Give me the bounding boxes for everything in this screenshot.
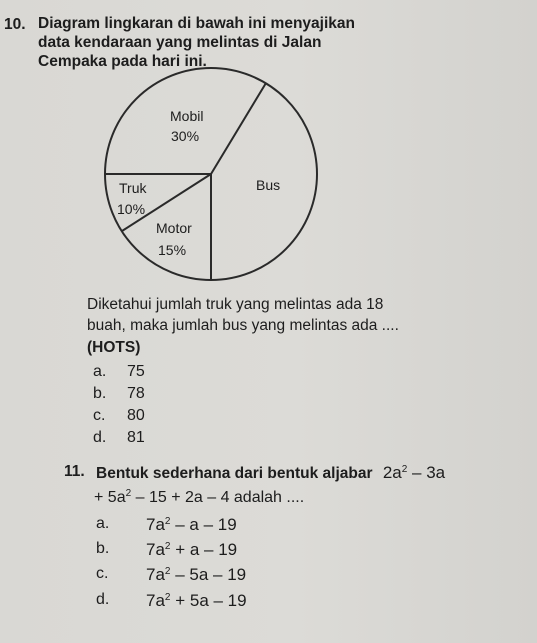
slice-label-bus: Bus [256,177,281,193]
slice-label-motor: Motor [156,220,192,236]
q11-option-letter: a. [96,515,110,532]
q10-option-letter: b. [93,385,107,402]
q10-option-letter: a. [93,363,107,380]
slice-value-truk: 10% [117,201,146,217]
q11-option-text: $7a^2$ – a – 19 [146,515,237,534]
q10-option-letter: c. [93,407,106,424]
q11-option-letter: b. [96,540,110,557]
q11-expr-exponent: 2 [401,464,408,475]
q10-question-line-1: Diketahui jumlah truk yang melintas ada 18 [87,296,384,313]
q11-expr-term: 2a [382,463,402,482]
q10-hots-tag: (HOTS) [87,339,141,356]
q10-option-text: 81 [127,429,145,446]
q11-expr-term: – 3a [407,463,446,482]
q10-stem-line-1: Diagram lingkaran di bawah ini menyajikan [38,15,355,32]
q10-option-letter: d. [93,429,107,446]
q10-option-text: 80 [127,407,145,424]
q10-option-text: 75 [127,363,145,380]
q11-option-text: $7a^2 - 5a - 19$ [146,565,247,584]
q11-number: 11. [64,463,85,480]
q11-option-text: $7a^2 + 5a - 19$ [146,591,247,610]
q11-option-text: $7a^2 + a - 19$ [146,540,238,559]
q10-question-line-2: buah, maka jumlah bus yang melintas ada .... [87,317,399,334]
slice-label-truk: Truk [119,180,147,196]
q10-option-text: 78 [127,385,145,402]
q11-option-letter: d. [96,591,110,608]
q10-number: 10. [4,16,26,33]
q11-stem-text: Bentuk sederhana dari bentuk aljabar [96,465,373,482]
q11-expression [383,463,445,482]
q10-stem-line-2: data kendaraan yang melintas di Jalan [38,34,322,51]
q11-expr-exponent: 2 [125,488,132,499]
q11-stem-line-2 [94,490,304,506]
q11-expr-term: – 15 + 2a – 4 adalah .... [131,489,305,506]
slice-label-mobil: Mobil [170,108,204,124]
q10-stem-line-3: Cempaka pada hari ini. [38,53,207,70]
q11-option-letter: c. [96,565,109,582]
q11-expr-term: + 5a [94,489,126,506]
slice-value-motor: 15% [158,242,187,258]
slice-divider-top [211,83,266,174]
slice-value-mobil: 30% [171,128,200,144]
q11-stem-line-1 [96,464,445,482]
